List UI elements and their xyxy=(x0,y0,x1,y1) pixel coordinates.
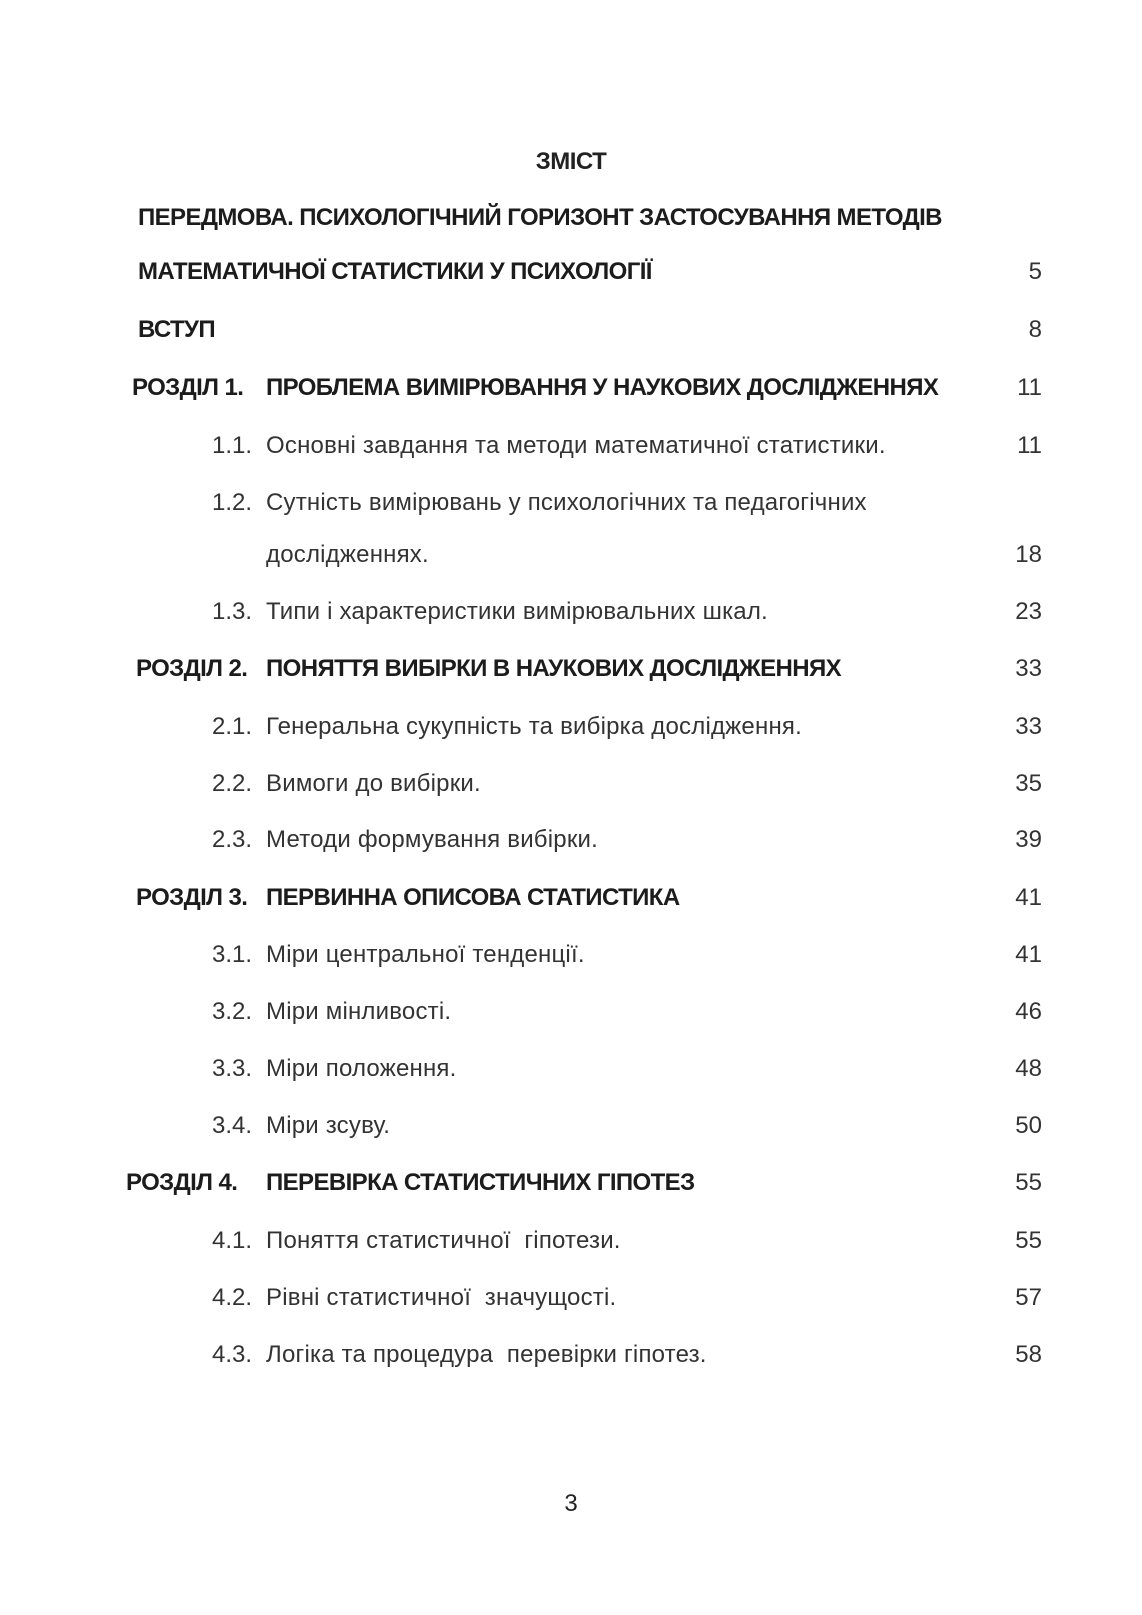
toc-chapter-4[interactable] xyxy=(0,1165,1142,1201)
section-number: 4.2. xyxy=(212,1284,253,1311)
toc-page-number: 11 xyxy=(1017,432,1042,459)
section-number: 1.2. xyxy=(212,489,253,516)
section-title: Генеральна сукупність та вибірка дослідження. xyxy=(266,713,802,740)
section-number: 1.3. xyxy=(212,598,253,625)
preface-title-line1: ПЕРЕДМОВА. ПСИХОЛОГІЧНИЙ ГОРИЗОНТ ЗАСТОСУВАННЯ МЕТОДІВ xyxy=(138,204,942,231)
toc-page-number: 46 xyxy=(1015,998,1042,1025)
chapter-title: ПРОБЛЕМА ВИМІРЮВАННЯ У НАУКОВИХ ДОСЛІДЖЕННЯХ xyxy=(266,374,939,401)
chapter-label: РОЗДІЛ 1. xyxy=(132,374,244,401)
section-number: 4.1. xyxy=(212,1227,253,1254)
section-title: Міри мінливості. xyxy=(266,998,452,1025)
toc-page-number: 5 xyxy=(1028,258,1042,285)
toc-section-1-2[interactable] xyxy=(0,485,1142,521)
toc-page-number: 23 xyxy=(1015,598,1042,625)
toc-chapter-3[interactable] xyxy=(0,880,1142,916)
toc-page-number: 11 xyxy=(1017,374,1042,401)
section-number: 4.3. xyxy=(212,1341,253,1368)
toc-section-2-2[interactable] xyxy=(0,766,1142,802)
section-title: Міри центральної тенденції. xyxy=(266,941,585,968)
intro-title: ВСТУП xyxy=(138,316,215,343)
page-number: 3 xyxy=(564,1490,578,1517)
chapter-title: ПОНЯТТЯ ВИБІРКИ В НАУКОВИХ ДОСЛІДЖЕННЯХ xyxy=(266,655,842,682)
toc-page-number: 57 xyxy=(1015,1284,1042,1311)
toc-section-3-3[interactable] xyxy=(0,1051,1142,1087)
section-number: 3.3. xyxy=(212,1055,253,1082)
toc-chapter-1[interactable] xyxy=(0,370,1142,406)
toc-page-number: 39 xyxy=(1015,826,1042,853)
section-title: Методи формування вибірки. xyxy=(266,826,599,853)
toc-page-number: 48 xyxy=(1015,1055,1042,1082)
toc-section-4-3[interactable] xyxy=(0,1337,1142,1373)
toc-page-number: 50 xyxy=(1015,1112,1042,1139)
toc-page-number: 41 xyxy=(1015,941,1042,968)
toc-section-1-1[interactable] xyxy=(0,428,1142,464)
section-title: Логіка та процедура перевірки гіпотез. xyxy=(266,1341,707,1368)
section-number: 2.2. xyxy=(212,770,253,797)
toc-section-2-3[interactable] xyxy=(0,822,1142,858)
section-title-cont: дослідженнях. xyxy=(266,541,429,568)
toc-section-3-2[interactable] xyxy=(0,994,1142,1030)
toc-section-1-3[interactable] xyxy=(0,594,1142,630)
section-title: Основні завдання та методи математичної статистики. xyxy=(266,432,886,459)
toc-section-3-4[interactable] xyxy=(0,1108,1142,1144)
chapter-label: РОЗДІЛ 2. xyxy=(136,655,248,682)
toc-section-2-1[interactable] xyxy=(0,709,1142,745)
chapter-label: РОЗДІЛ 3. xyxy=(136,884,248,911)
section-number: 1.1. xyxy=(212,432,253,459)
toc-section-4-1[interactable] xyxy=(0,1223,1142,1259)
toc-section-3-1[interactable] xyxy=(0,937,1142,973)
section-title: Поняття статистичної гіпотези. xyxy=(266,1227,621,1254)
toc-page-number: 8 xyxy=(1028,316,1042,343)
toc-page-number: 55 xyxy=(1015,1227,1042,1254)
toc-page-number: 18 xyxy=(1015,541,1042,568)
section-number: 3.4. xyxy=(212,1112,253,1139)
section-title: Типи і характеристики вимірювальних шкал. xyxy=(266,598,768,625)
toc-page-number: 35 xyxy=(1015,770,1042,797)
section-number: 2.1. xyxy=(212,713,253,740)
page-title: ЗМІСТ xyxy=(535,148,607,175)
section-number: 2.3. xyxy=(212,826,253,853)
section-title: Рівні статистичної значущості. xyxy=(266,1284,617,1311)
toc-page-number: 33 xyxy=(1015,655,1042,682)
chapter-label: РОЗДІЛ 4. xyxy=(126,1169,238,1196)
chapter-title: ПЕРВИННА ОПИСОВА СТАТИСТИКА xyxy=(266,884,680,911)
toc-page-number: 58 xyxy=(1015,1341,1042,1368)
chapter-title: ПЕРЕВІРКА СТАТИСТИЧНИХ ГІПОТЕЗ xyxy=(266,1169,695,1196)
section-number: 3.1. xyxy=(212,941,253,968)
toc-chapter-2[interactable] xyxy=(0,651,1142,687)
section-title: Міри положення. xyxy=(266,1055,457,1082)
toc-entry-preface[interactable] xyxy=(0,200,1142,236)
section-title: Міри зсуву. xyxy=(266,1112,391,1139)
section-title: Сутність вимірювань у психологічних та педагогічних xyxy=(266,489,867,516)
toc-page-number: 33 xyxy=(1015,713,1042,740)
toc-page-number: 55 xyxy=(1015,1169,1042,1196)
preface-title-line2: МАТЕМАТИЧНОЇ СТАТИСТИКИ У ПСИХОЛОГІЇ xyxy=(138,258,652,285)
section-title: Вимоги до вибірки. xyxy=(266,770,481,797)
toc-section-1-2-cont[interactable] xyxy=(0,537,1142,573)
toc-section-4-2[interactable] xyxy=(0,1280,1142,1316)
toc-entry-intro[interactable] xyxy=(0,312,1142,348)
toc-entry-preface-cont[interactable] xyxy=(0,254,1142,290)
section-number: 3.2. xyxy=(212,998,253,1025)
toc-page-number: 41 xyxy=(1015,884,1042,911)
